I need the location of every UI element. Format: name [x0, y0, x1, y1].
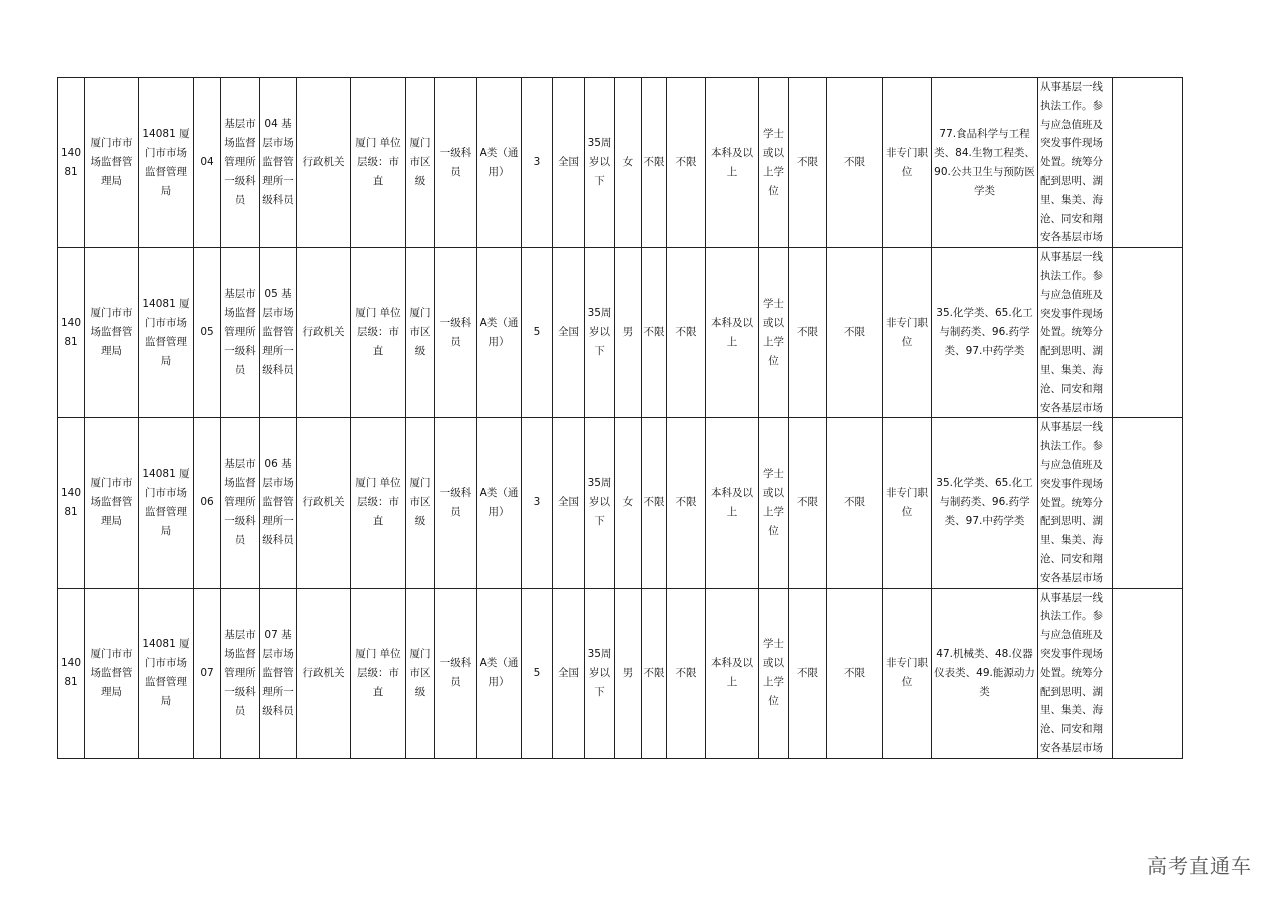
extra-cell: [1113, 588, 1183, 758]
position-full-cell: 04 基层市场监督管理所一级科员: [260, 78, 297, 248]
org-type-cell: 行政机关: [297, 588, 351, 758]
degree-cell: 学士或以上学位: [759, 418, 789, 588]
gender-cell: 女: [615, 78, 642, 248]
category-cell: A类（通用）: [477, 78, 522, 248]
majors-cell: 35.化学类、65.化工与制药类、96.药学类、97.中药学类: [932, 248, 1038, 418]
requirement-a-cell: 不限: [642, 248, 667, 418]
extra-cell: [1113, 248, 1183, 418]
job-table: [57, 77, 1183, 759]
age-cell: 35周岁以下: [585, 418, 615, 588]
code-cell: 14081: [58, 588, 85, 758]
extra-cell: [1113, 78, 1183, 248]
post-type-cell: 非专门职位: [883, 418, 932, 588]
category-cell: A类（通用）: [477, 248, 522, 418]
gender-cell: 男: [615, 588, 642, 758]
age-cell: 35周岁以下: [585, 588, 615, 758]
post-type-cell: 非专门职位: [883, 588, 932, 758]
post-type-cell: 非专门职位: [883, 78, 932, 248]
scope-cell: 全国: [553, 78, 585, 248]
table-row: [58, 248, 1183, 418]
notes-cell: 从事基层一线执法工作。参与应急值班及突发事件现场处置。统筹分配到思明、湖里、集美、海沧、同安和翔安各基层市场: [1038, 588, 1113, 758]
requirement-b-cell: 不限: [667, 78, 706, 248]
headcount-cell: 5: [522, 248, 553, 418]
requirement-d-cell: 不限: [827, 418, 883, 588]
requirement-c-cell: 不限: [789, 78, 827, 248]
education-cell: 本科及以上: [706, 78, 759, 248]
requirement-b-cell: 不限: [667, 248, 706, 418]
org-type-cell: 行政机关: [297, 248, 351, 418]
requirement-d-cell: 不限: [827, 588, 883, 758]
position-full-cell: 07 基层市场监督管理所一级科员: [260, 588, 297, 758]
department-cell: 厦门市市场监督管理局: [85, 248, 139, 418]
headcount-cell: 3: [522, 78, 553, 248]
position-code-cell: 04: [194, 78, 221, 248]
position-name-cell: 基层市场监督管理所一级科员: [221, 588, 260, 758]
requirement-d-cell: 不限: [827, 248, 883, 418]
majors-cell: 47.机械类、48.仪器仪表类、49.能源动力类: [932, 588, 1038, 758]
scope-cell: 全国: [553, 588, 585, 758]
education-cell: 本科及以上: [706, 588, 759, 758]
headcount-cell: 3: [522, 418, 553, 588]
position-code-cell: 07: [194, 588, 221, 758]
org-type-cell: 行政机关: [297, 78, 351, 248]
requirement-b-cell: 不限: [667, 418, 706, 588]
table-row: [58, 588, 1183, 758]
code-cell: 14081: [58, 248, 85, 418]
requirement-c-cell: 不限: [789, 588, 827, 758]
table-row: [58, 418, 1183, 588]
post-type-cell: 非专门职位: [883, 248, 932, 418]
table-row: [58, 78, 1183, 248]
position-name-cell: 基层市场监督管理所一级科员: [221, 78, 260, 248]
rank-cell: 一级科员: [435, 78, 477, 248]
department-cell: 厦门市市场监督管理局: [85, 78, 139, 248]
position-name-cell: 基层市场监督管理所一级科员: [221, 248, 260, 418]
requirement-d-cell: 不限: [827, 78, 883, 248]
age-cell: 35周岁以下: [585, 248, 615, 418]
unit-level-cell: 厦门 单位层级：市直: [351, 248, 406, 418]
region-cell: 厦门市区级: [406, 248, 435, 418]
department-cell: 厦门市市场监督管理局: [85, 588, 139, 758]
requirement-a-cell: 不限: [642, 78, 667, 248]
unit-cell: 14081 厦门市市场监督管理局: [139, 248, 194, 418]
rank-cell: 一级科员: [435, 418, 477, 588]
code-cell: 14081: [58, 78, 85, 248]
category-cell: A类（通用）: [477, 418, 522, 588]
category-cell: A类（通用）: [477, 588, 522, 758]
department-cell: 厦门市市场监督管理局: [85, 418, 139, 588]
scope-cell: 全国: [553, 248, 585, 418]
unit-cell: 14081 厦门市市场监督管理局: [139, 418, 194, 588]
education-cell: 本科及以上: [706, 248, 759, 418]
unit-level-cell: 厦门 单位层级：市直: [351, 418, 406, 588]
region-cell: 厦门市区级: [406, 588, 435, 758]
region-cell: 厦门市区级: [406, 78, 435, 248]
degree-cell: 学士或以上学位: [759, 78, 789, 248]
degree-cell: 学士或以上学位: [759, 588, 789, 758]
rank-cell: 一级科员: [435, 248, 477, 418]
position-full-cell: 06 基层市场监督管理所一级科员: [260, 418, 297, 588]
scope-cell: 全国: [553, 418, 585, 588]
region-cell: 厦门市区级: [406, 418, 435, 588]
position-name-cell: 基层市场监督管理所一级科员: [221, 418, 260, 588]
notes-cell: 从事基层一线执法工作。参与应急值班及突发事件现场处置。统筹分配到思明、湖里、集美、海沧、同安和翔安各基层市场: [1038, 418, 1113, 588]
extra-cell: [1113, 418, 1183, 588]
position-code-cell: 05: [194, 248, 221, 418]
unit-cell: 14081 厦门市市场监督管理局: [139, 588, 194, 758]
age-cell: 35周岁以下: [585, 78, 615, 248]
requirement-c-cell: 不限: [789, 248, 827, 418]
requirement-a-cell: 不限: [642, 418, 667, 588]
code-cell: 14081: [58, 418, 85, 588]
gender-cell: 男: [615, 248, 642, 418]
org-type-cell: 行政机关: [297, 418, 351, 588]
gender-cell: 女: [615, 418, 642, 588]
requirement-a-cell: 不限: [642, 588, 667, 758]
rank-cell: 一级科员: [435, 588, 477, 758]
unit-level-cell: 厦门 单位层级：市直: [351, 78, 406, 248]
degree-cell: 学士或以上学位: [759, 248, 789, 418]
requirement-c-cell: 不限: [789, 418, 827, 588]
majors-cell: 35.化学类、65.化工与制药类、96.药学类、97.中药学类: [932, 418, 1038, 588]
watermark: 高考直通车: [1147, 854, 1252, 878]
unit-cell: 14081 厦门市市场监督管理局: [139, 78, 194, 248]
position-full-cell: 05 基层市场监督管理所一级科员: [260, 248, 297, 418]
notes-cell: 从事基层一线执法工作。参与应急值班及突发事件现场处置。统筹分配到思明、湖里、集美、海沧、同安和翔安各基层市场: [1038, 248, 1113, 418]
majors-cell: 77.食品科学与工程类、84.生物工程类、90.公共卫生与预防医学类: [932, 78, 1038, 248]
unit-level-cell: 厦门 单位层级：市直: [351, 588, 406, 758]
notes-cell: 从事基层一线执法工作。参与应急值班及突发事件现场处置。统筹分配到思明、湖里、集美、海沧、同安和翔安各基层市场: [1038, 78, 1113, 248]
position-code-cell: 06: [194, 418, 221, 588]
headcount-cell: 5: [522, 588, 553, 758]
requirement-b-cell: 不限: [667, 588, 706, 758]
education-cell: 本科及以上: [706, 418, 759, 588]
